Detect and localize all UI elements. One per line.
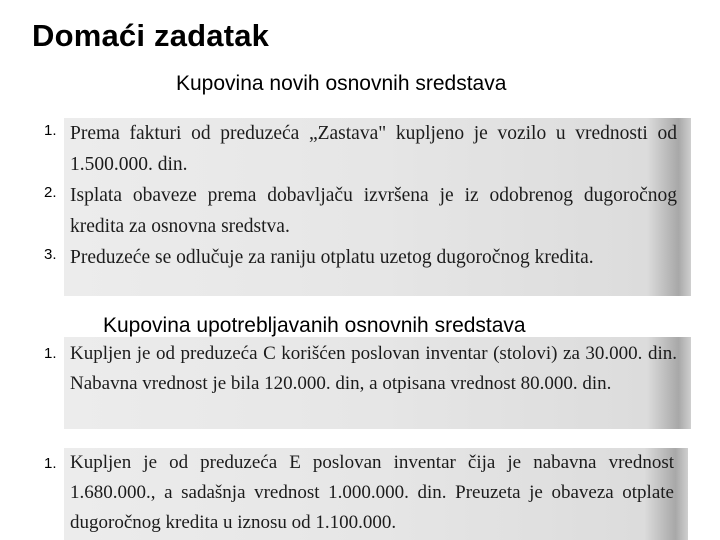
item-number: 1. — [44, 345, 57, 362]
scanned-text-block-used-assets-2 — [64, 448, 688, 540]
task-text: Kupljen je od preduzeća E poslovan inventar čija je nabavna vrednost 1.680.000., a sadašnja vrednost 1.000.000. din. Preuzeta je obaveza otplate dugoročnog kredita u iznosu od 1.100.000. — [70, 452, 674, 533]
item-number: 3. — [44, 246, 57, 263]
task-text: Prema fakturi od preduzeća „Zastava" kupljeno je vozilo u vrednosti od 1.500.000. din. — [70, 123, 677, 175]
item-number: 2. — [44, 184, 57, 201]
task-text: Preduzeće se odlučuje za raniju otplatu uzetog dugoročnog kredita. — [70, 247, 594, 268]
section-heading-used-assets: Kupovina upotrebljavanih osnovnih sredstava — [103, 314, 526, 337]
task-text: Isplata obaveze prema dobavljaču izvršena je iz odobrenog dugoročnog kredita za osnovna sredstva. — [70, 185, 677, 237]
item-number: 1. — [44, 455, 57, 472]
task-text: Kupljen je od preduzeća C korišćen poslovan inventar (stolovi) za 30.000. din. Nabavna vrednost je bila 120.000. din, a otpisana vrednost 80.000. din. — [70, 343, 677, 394]
scanned-text-block-new-assets — [64, 118, 691, 296]
scanned-text-block-used-assets-1 — [64, 337, 691, 429]
section-heading-new-assets: Kupovina novih osnovnih sredstava — [176, 72, 507, 95]
item-number: 1. — [44, 122, 57, 139]
page-title: Domaći zadatak — [32, 18, 270, 53]
